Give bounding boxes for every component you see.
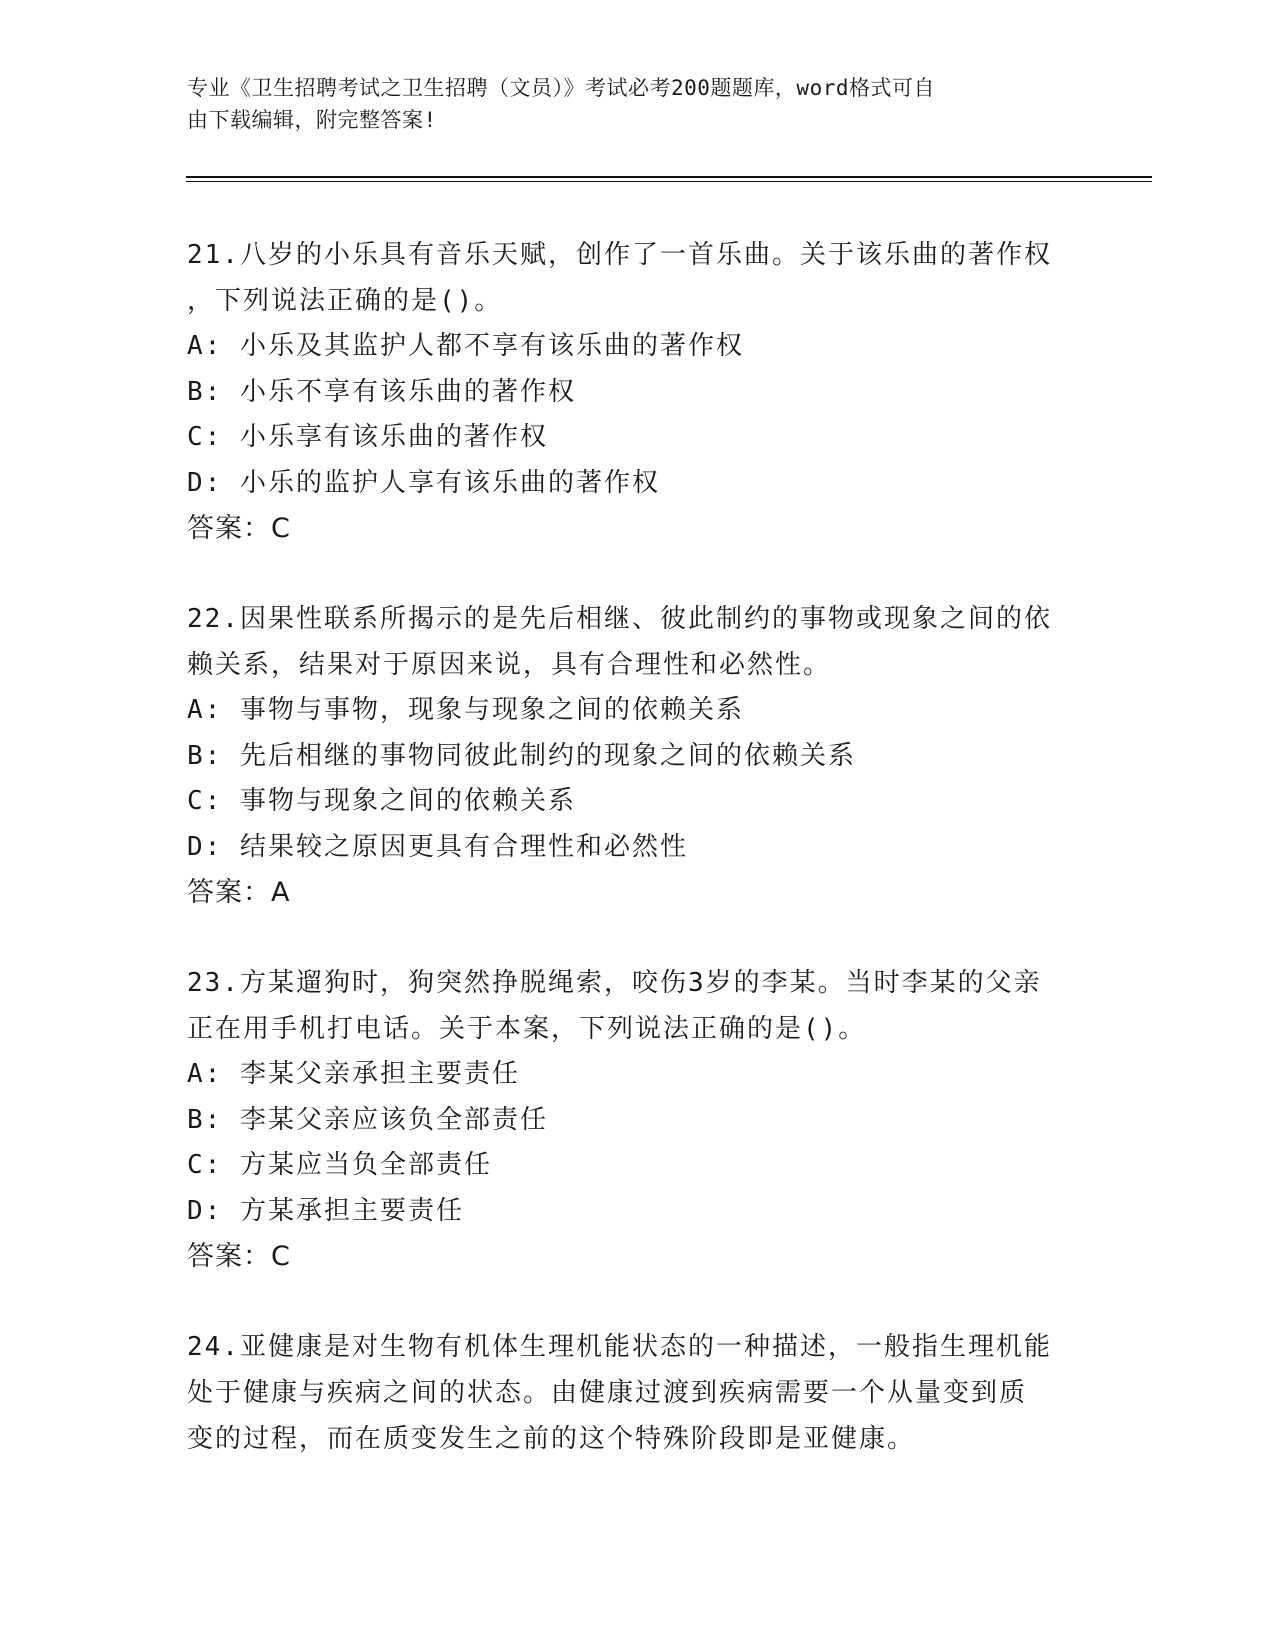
question-stem-line: 变的过程，而在质变发生之前的这个特殊阶段即是亚健康。 <box>187 1424 916 1454</box>
question-23 <box>187 960 1087 1280</box>
question-22 <box>187 596 1087 916</box>
question-21 <box>187 232 1087 552</box>
option-b: B: 李某父亲应该负全部责任 <box>187 1104 548 1135</box>
answer-line: 答案：A <box>187 877 291 908</box>
question-stem-line: 正在用手机打电话。关于本案，下列说法正确的是()。 <box>187 1014 867 1044</box>
option-d: D: 结果较之原因更具有合理性和必然性 <box>187 831 688 862</box>
option-c: C: 方某应当负全部责任 <box>187 1150 492 1180</box>
question-stem-line: 21.八岁的小乐具有音乐天赋，创作了一首乐曲。关于该乐曲的著作权 <box>187 240 1052 270</box>
header-divider-thick <box>186 176 1152 178</box>
question-stem-line: 22.因果性联系所揭示的是先后相继、彼此制约的事物或现象之间的依 <box>187 604 1052 634</box>
header-line-2: 由下载编辑，附完整答案! <box>187 108 437 132</box>
question-stem-line: 处于健康与疾病之间的状态。由健康过渡到疾病需要一个从量变到质 <box>187 1378 1028 1408</box>
header-divider-thin <box>186 181 1152 182</box>
question-stem-line: 赖关系，结果对于原因来说，具有合理性和必然性。 <box>187 650 832 680</box>
option-d: D: 方某承担主要责任 <box>187 1195 464 1226</box>
option-a: A: 小乐及其监护人都不享有该乐曲的著作权 <box>187 331 744 361</box>
option-d: D: 小乐的监护人享有该乐曲的著作权 <box>187 467 660 498</box>
option-a: A: 李某父亲承担主要责任 <box>187 1059 520 1089</box>
option-b: B: 小乐不享有该乐曲的著作权 <box>187 376 576 407</box>
option-c: C: 小乐享有该乐曲的著作权 <box>187 422 548 452</box>
option-b: B: 先后相继的事物同彼此制约的现象之间的依赖关系 <box>187 740 856 771</box>
question-24 <box>187 1324 1087 1462</box>
document-header <box>187 72 1087 136</box>
header-line-1: 专业《卫生招聘考试之卫生招聘（文员）》考试必考200题题库，word格式可自 <box>187 76 935 100</box>
question-stem-line: ，下列说法正确的是()。 <box>187 286 503 316</box>
option-a: A: 事物与事物，现象与现象之间的依赖关系 <box>187 695 744 725</box>
question-stem-line: 24.亚健康是对生物有机体生理机能状态的一种描述，一般指生理机能 <box>187 1332 1052 1362</box>
answer-line: 答案：C <box>187 513 291 544</box>
question-list <box>187 232 1087 1506</box>
question-stem-line: 23.方某遛狗时，狗突然挣脱绳索，咬伤3岁的李某。当时李某的父亲 <box>187 968 1042 998</box>
option-c: C: 事物与现象之间的依赖关系 <box>187 786 576 816</box>
answer-line: 答案：C <box>187 1241 291 1272</box>
